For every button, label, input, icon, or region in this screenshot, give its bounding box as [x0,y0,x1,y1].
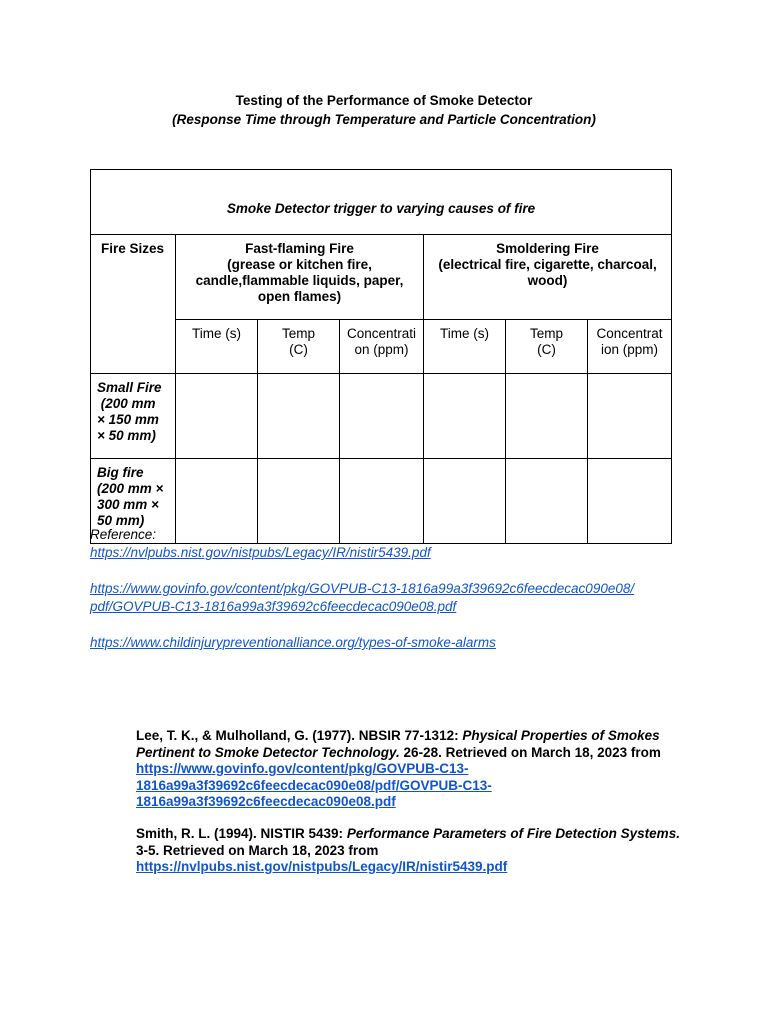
row-label-line: × 50 mm) [97,428,156,443]
citation-prefix: Lee, T. K., & Mulholland, G. (1977). NBSIR 77-1312: [136,728,463,743]
citation-link[interactable]: https://www.govinfo.gov/content/pkg/GOVPUB-C13- [136,761,469,776]
citation-prefix: Smith, R. L. (1994). NISTIR 5439: [136,826,347,841]
fire-sizes-header: Fire Sizes [91,235,176,374]
row-label [91,374,176,459]
reference-label: Reference: [90,527,157,542]
citation-suffix: 26-28. Retrieved on March 18, 2023 from [399,744,661,760]
row-label-line: 300 mm × [97,497,159,512]
temp-header [258,320,340,374]
doc-subtitle: (Response Time through Temperature and Particle Concentration) [172,112,596,127]
smoldering-line: Smoldering Fire [496,241,599,256]
empty-cell[interactable] [258,374,340,459]
temp-line: (C) [537,342,556,357]
time-header: Time (s) [176,320,258,374]
fast-flaming-line: (grease or kitchen fire, [227,257,372,272]
row-label-line: Big fire [97,465,144,480]
row-label-line: 50 mm) [97,513,145,528]
citation-title: Physical Properties of Smokes Pertinent to Smoke Detector Technology. [136,728,660,760]
citation-link[interactable]: 1816a99a3f39692c6feecdecac090e08.pdf [136,794,396,809]
reference-block [90,526,690,652]
smoldering-header [424,235,672,320]
reference-link[interactable]: https://www.childinjurypreventionalliance.org/types-of-smoke-alarms [90,635,496,650]
table-caption: Smoke Detector trigger to varying causes of fire [91,170,672,235]
citation [136,728,681,811]
temp-line: (C) [289,342,308,357]
conc-line: Concentrat [596,326,663,341]
row-label-line: × 150 mm [97,412,159,427]
reference-link[interactable]: https://nvlpubs.nist.gov/nistpubs/Legacy/IR/nistir5439.pdf [90,545,431,560]
citation-link[interactable]: https://nvlpubs.nist.gov/nistpubs/Legacy/IR/nistir5439.pdf [136,859,508,874]
doc-title: Testing of the Performance of Smoke Detector [235,93,533,108]
concentration-header [340,320,424,374]
temp-header [506,320,588,374]
fast-flaming-header [176,235,424,320]
fast-flaming-line: open flames) [257,289,342,304]
row-label-line: (200 mm [97,396,156,411]
time-header: Time (s) [424,320,506,374]
conc-line: on (ppm) [354,342,409,357]
empty-cell[interactable] [424,374,506,459]
conc-line: Concentrati [346,326,417,341]
reference-link[interactable]: https://www.govinfo.gov/content/pkg/GOVPUB-C13-1816a99a3f39692c6feecdecac090e08/ [90,581,635,596]
empty-cell[interactable] [588,374,672,459]
citation-title: Performance Parameters of Fire Detection Systems. [346,826,680,841]
reference-link[interactable]: pdf/GOVPUB-C13-1816a99a3f39692c6feecdecac090e08.pdf [90,599,457,614]
row-label-line: Small Fire [97,380,162,395]
empty-cell[interactable] [340,374,424,459]
results-table [90,169,672,544]
temp-line: Temp [281,326,315,341]
temp-line: Temp [529,326,563,341]
empty-cell[interactable] [506,374,588,459]
concentration-header [588,320,672,374]
empty-cell[interactable] [176,374,258,459]
fast-flaming-line: candle,flammable liquids, paper, [195,273,404,288]
citation [136,826,681,876]
smoldering-line: (electrical fire, cigarette, charcoal, [438,257,657,272]
table-row [91,374,672,459]
citation-suffix: 3-5. Retrieved on March 18, 2023 from [136,842,379,858]
citation-link[interactable]: 1816a99a3f39692c6feecdecac090e08/pdf/GOVPUB-C13- [136,777,492,793]
smoldering-line: wood) [527,273,568,288]
fast-flaming-line: Fast-flaming Fire [245,241,354,256]
conc-line: ion (ppm) [601,342,659,357]
row-label-line: (200 mm × [97,481,164,496]
